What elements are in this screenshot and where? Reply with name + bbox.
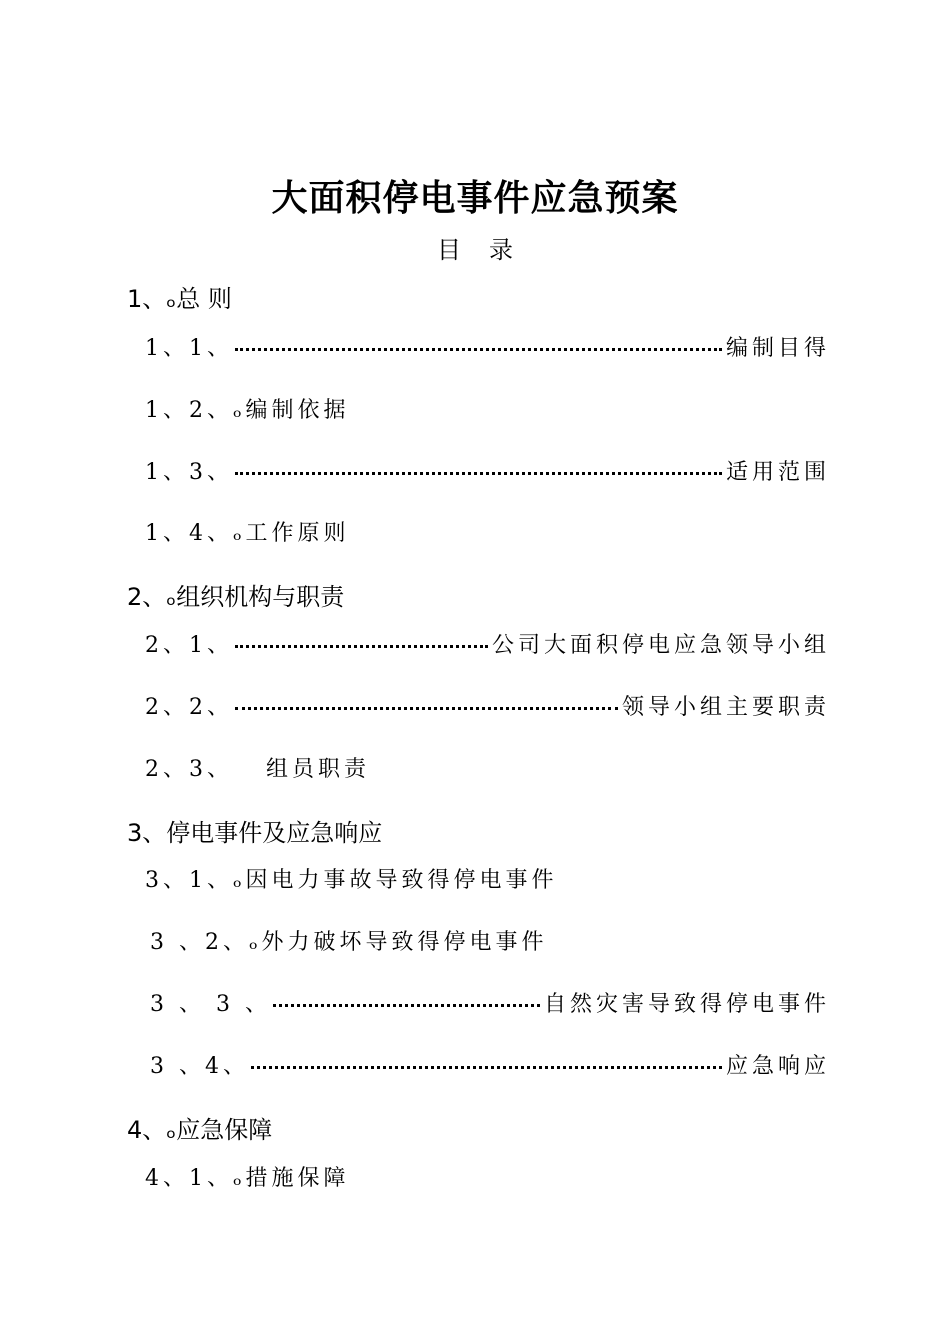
toc-entry-label: 编制目得 [725,336,830,361]
toc-entry-label: 公司大面积停电应急领导小组 [491,633,830,658]
dot-leader [235,472,722,475]
toc-entry-number: 1、3、 [145,460,233,485]
toc-entry-number: 3 、 3 、 [150,992,271,1017]
dot-leader [235,707,618,710]
toc-entry-number: 2、1、 [145,633,233,658]
toc-section-4[interactable]: 4、ₒ应急保障 [127,1116,273,1144]
toc-entry-3-4[interactable] [150,1049,830,1080]
toc-entry-1-4[interactable]: 1、4、ₒ工作原则 [145,521,350,546]
toc-section-2[interactable]: 2、ₒ组织机构与职责 [127,583,345,611]
toc-entry-1-3[interactable] [145,455,830,486]
toc-entry-3-2[interactable]: 3 、2、ₒ外力破坏导致得停电事件 [150,930,548,955]
toc-section-3[interactable]: 3、停电事件及应急响应 [127,819,383,847]
dot-leader [235,348,722,351]
toc-heading: 目录 [437,236,541,264]
toc-entry-1-2[interactable]: 1、2、ₒ编制依据 [145,398,350,423]
toc-entry-label: 领导小组主要职责 [621,695,830,720]
dot-leader [273,1004,540,1007]
toc-entry-label: 适用范围 [725,460,830,485]
dot-leader [235,645,488,648]
toc-entry-4-1[interactable]: 4、1、ₒ措施保障 [145,1166,350,1191]
dot-leader [251,1066,722,1069]
toc-entry-2-1[interactable] [145,628,830,659]
toc-entry-number: 1、1、 [145,336,233,361]
toc-section-1[interactable]: 1、ₒ总 则 [127,285,232,313]
toc-entry-number: 2、2、 [145,695,233,720]
toc-entry-3-3[interactable] [150,987,830,1018]
toc-entry-2-3[interactable]: 2、3、 组员职责 [145,757,370,782]
toc-entry-1-1[interactable] [145,331,830,362]
document-title: 大面积停电事件应急预案 [271,178,679,219]
toc-entry-label: 应急响应 [725,1054,830,1079]
toc-entry-2-2[interactable] [145,690,830,721]
toc-entry-number: 3 、4、 [150,1054,249,1079]
toc-entry-label: 自然灾害导致得停电事件 [543,992,830,1017]
toc-entry-3-1[interactable]: 3、1、ₒ因电力事故导致得停电事件 [145,868,558,893]
